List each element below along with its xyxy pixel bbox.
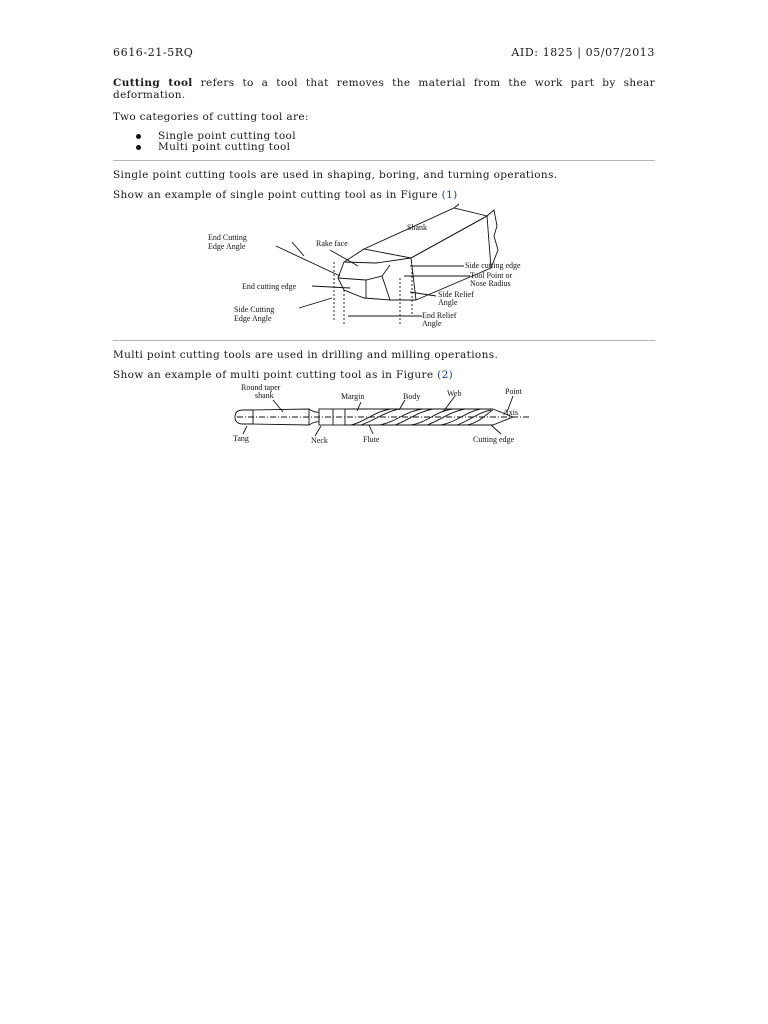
bullet-icon xyxy=(136,134,141,139)
intro-paragraph xyxy=(113,77,655,101)
label-end-cutting-edge-angle-2: Edge Angle xyxy=(208,242,246,252)
leader-line xyxy=(410,292,436,296)
leader-line xyxy=(399,400,405,410)
label-margin: Margin xyxy=(341,392,365,402)
rake-face-edge xyxy=(344,258,411,263)
label-round-taper-2: shank xyxy=(255,391,274,401)
single-point-description: Single point cutting tools are used in shaping, boring, and turning operations. xyxy=(113,169,558,182)
relief-edge xyxy=(382,276,390,300)
label-end-relief-2: Angle xyxy=(422,319,442,329)
cutting-tool-definition: refers to a tool that removes the material from the work part by shear deformation. xyxy=(113,77,656,102)
categories-list xyxy=(113,131,655,153)
section-divider xyxy=(113,340,655,341)
page-header xyxy=(113,44,655,62)
label-web: Web xyxy=(447,389,462,399)
single-point-example-text: Show an example of single point cutting tool as in Figure xyxy=(113,189,442,202)
label-side-cutting-edge-angle-1: Side Cutting xyxy=(234,305,275,315)
label-neck: Neck xyxy=(311,436,328,446)
leader-line xyxy=(315,426,321,436)
label-side-relief-2: Angle xyxy=(438,298,458,308)
document-id: 6616-21-5RQ xyxy=(113,45,194,59)
label-point: Point xyxy=(505,387,522,397)
label-tool-point-2: Nose Radius xyxy=(470,279,511,289)
label-shank: Shank xyxy=(407,223,427,233)
label-end-relief-1: End Relief xyxy=(422,311,457,321)
single-point-tool-diagram xyxy=(204,202,564,332)
label-flute: Flute xyxy=(363,435,380,445)
leader-line xyxy=(369,425,373,434)
label-tool-point-1: Tool Point or xyxy=(470,271,513,281)
label-end-cutting-edge-angle-1: End Cutting xyxy=(208,233,247,243)
figure-1-link[interactable]: (1) xyxy=(441,189,458,202)
cutting-tool-term: Cutting tool xyxy=(113,77,193,89)
leader-line xyxy=(299,298,332,308)
leader-line xyxy=(273,400,283,412)
leader-line xyxy=(491,425,501,434)
list-item-label: Single point cutting tool xyxy=(158,130,296,143)
bullet-icon xyxy=(136,145,141,150)
label-axis: Axis xyxy=(503,408,519,418)
label-rake-face: Rake face xyxy=(316,239,348,249)
figure-2-link[interactable]: (2) xyxy=(437,369,454,382)
single-point-example xyxy=(113,189,655,201)
multi-point-drill-diagram xyxy=(229,382,539,452)
categories-lead: Two categories of cutting tool are: xyxy=(113,111,309,124)
leader-line xyxy=(312,286,350,288)
section-divider xyxy=(113,160,655,161)
leader-line xyxy=(243,426,247,434)
label-round-taper-1: Round taper xyxy=(241,383,281,393)
multi-point-example-text: Show an example of multi point cutting tool as in Figure xyxy=(113,369,438,382)
label-side-cutting-edge-angle-2: Edge Angle xyxy=(234,314,272,324)
label-side-cutting-edge: Side cutting edge xyxy=(465,261,521,271)
label-cutting-edge: Cutting edge xyxy=(473,435,515,445)
label-side-relief-1: Side Relief xyxy=(438,290,474,300)
aid-date: AID: 1825 | 05/07/2013 xyxy=(511,45,655,59)
document-page xyxy=(113,44,655,452)
list-item xyxy=(113,142,655,153)
leader-line xyxy=(357,402,361,411)
label-tang: Tang xyxy=(233,434,249,444)
multi-point-description: Multi point cutting tools are used in drilling and milling operations. xyxy=(113,349,499,362)
multi-point-example xyxy=(113,369,655,381)
list-item-label: Multi point cutting tool xyxy=(158,141,291,154)
label-body: Body xyxy=(403,392,421,402)
label-end-cutting-edge: End cutting edge xyxy=(242,282,297,292)
